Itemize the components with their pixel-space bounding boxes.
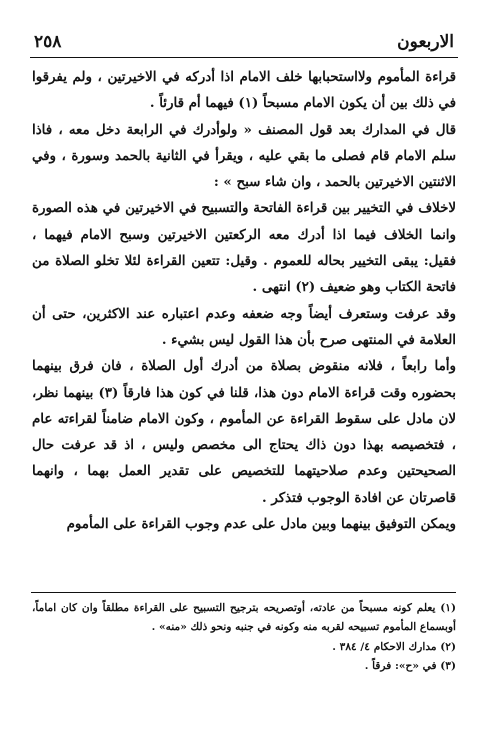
footnotes <box>32 599 456 677</box>
paragraph-5: وأما رابعاً ، فلانه منقوض بصلاة من أدرك أول الصلاة ، فان فرق بينهما بحضوره وقت قراءة الامام دون هذا، قلنا في كون هذا فارقاً (٣) بينهما نظر، لان مادل على سقوط القراءة عن المأموم ، وكون الامام ضامناً لقراءته عام ، فتخصيصه بهذا دون ذاك يحتاج الى مخصص وليس ، اذ قد عرفت حال الصحيحتين وعدم صلاحيتهما للتخصيص على تقدير العمل بهما ، وانهما قاصرتان عن افادة الوجوب فتذكر . <box>32 358 456 506</box>
paragraph-6: ويمكن التوفيق بينهما وبين مادل على عدم وجوب القراءة على المأموم <box>66 516 456 533</box>
paragraph-2: قال في المدارك بعد قول المصنف « ولوأدرك في الرابعة دخل معه ، فاذا سلم الامام قام فصلى ما بقي عليه ، ويقرأ في الثانية بالحمد وسورة ، وفي الاثنتين الاخيرتين بالحمد ، وان شاء سبح » : <box>32 121 456 191</box>
main-text <box>32 64 456 537</box>
paragraph-1: قراءة المأموم ولااستحبابها خلف الامام اذا أدركه في الاخيرتين ، ولم يفرقوا في ذلك بين أن يكون الامام مسبحاً (١) فيهما أم قارئاً . <box>32 69 456 112</box>
footnote-rule <box>31 592 456 593</box>
footnote-1: (١) يعلم كونه مسبحاً من عادته، أوتصريحه بترجيح التسبيح على القراءة مطلقاً وان كان اماماً، أوبسماع المأموم تسبيحه لقربه منه وكونه في جنبه ونحو ذلك «منه» . <box>32 602 456 634</box>
page-number: ٢٥٨ <box>34 32 62 52</box>
footnote-2: (٢) مدارك الاحكام ٤/ ٣٨٤ . <box>332 640 456 653</box>
page-header <box>34 30 454 54</box>
paragraph-3: لاخلاف في التخيير بين قراءة الفاتحة والتسبيح في الاخيرتين في هذه الصورة وانما الخلاف فيما اذا أدرك معه الركعتين الاخيرتين وسبح الامام فيهما ، فقيل: يبقى التخيير بحاله للعموم . وقيل: تتعين القراءة لئلا تخلو الصلاة من فاتحة الكتاب وهو ضعيف (٢) انتهى . <box>32 200 456 296</box>
header-rule <box>30 57 458 58</box>
footnote-3: (٣) في «ح»: فرقاً . <box>364 660 456 673</box>
running-title: الاربعون <box>397 32 454 52</box>
paragraph-4: وقد عرفت وستعرف أيضاً وجه ضعفه وعدم اعتباره عند الاكثرين، حتى أن العلامة في المنتهى صرح بأن هذا القول ليس بشيء . <box>32 305 456 348</box>
